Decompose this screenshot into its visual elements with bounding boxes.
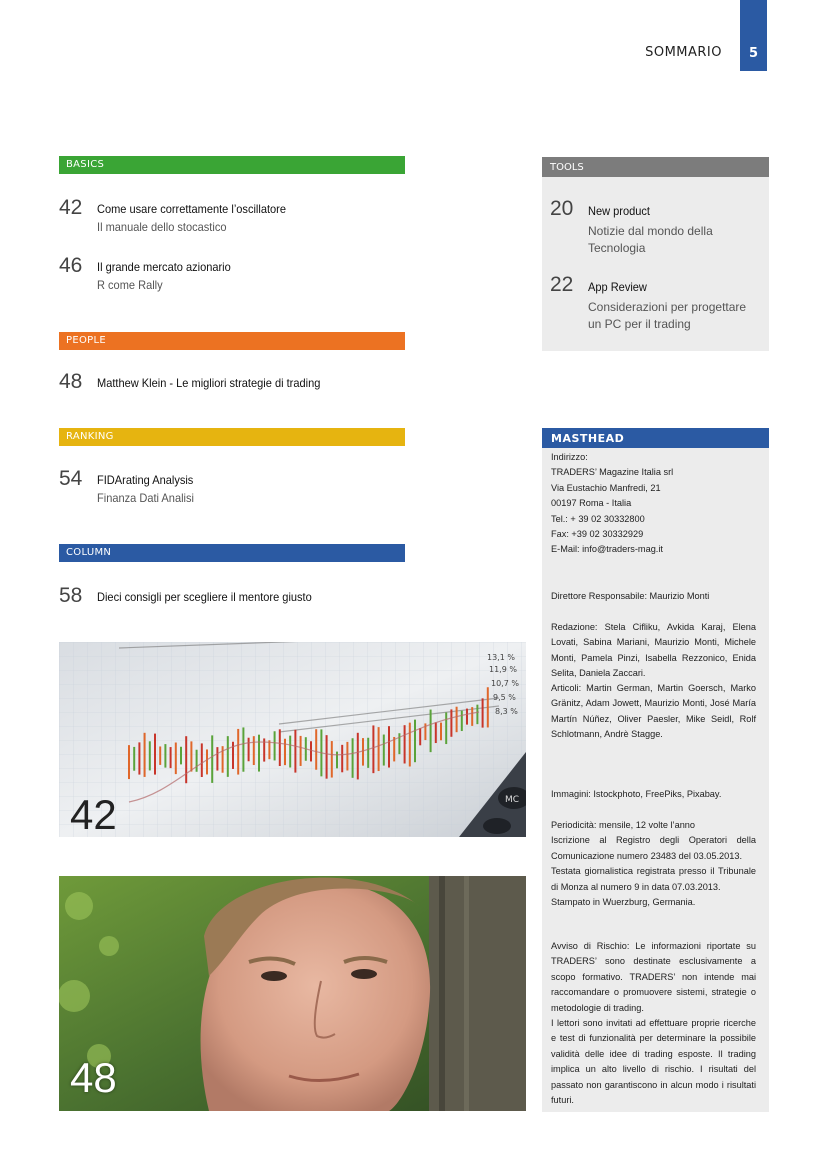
portrait-illustration bbox=[59, 876, 526, 1111]
toc-title: Matthew Klein - Le migliori strategie di trading bbox=[97, 376, 321, 390]
chart-tick-label: 9,5 % bbox=[493, 693, 516, 702]
toc-subtitle: Finanza Dati Analisi bbox=[97, 491, 194, 505]
masthead-risk-notice: Avviso di Rischio: Le informazioni riportate su TRADERS’ sono destinate esclusivamente a scopo formativo. TRADERS’ non intende mai raccomandare o promuovere sistemi, strategie o metodologie di trading. bbox=[551, 941, 756, 1013]
address-line: 00197 Roma - Italia bbox=[551, 498, 632, 509]
masthead-periodicity bbox=[551, 818, 756, 910]
address-line: Indirizzo: bbox=[551, 452, 588, 462]
masthead-readers-notice: I lettori sono invitati ad effettuare proprie ricerche e test di funzionalità per determinare la possibile validità delle idee di trading esposte. Il trading implica un alto livello di rischio. I risultati del passato non garantiscono in alcun modo i risultati futuri. bbox=[551, 1018, 756, 1106]
toc-title: Come usare correttamente l’oscillatore bbox=[97, 202, 286, 216]
toc-title: Dieci consigli per scegliere il mentore giusto bbox=[97, 590, 312, 604]
calculator-key-label: MC bbox=[505, 795, 520, 805]
toc-subtitle: R come Rally bbox=[97, 278, 163, 292]
address-line: Tel.: + 39 02 30332800 bbox=[551, 513, 645, 524]
masthead-editorial: Redazione: Stela Cifliku, Avkida Karaj, Elena Lovati, Sabina Mariani, Maurizio Monti, Michele Monti, Pamela Pinzi, Isabella Rezzonico, Enida Selita, Daniela Zaccari. bbox=[551, 622, 756, 679]
section-bar-tools: TOOLS bbox=[542, 157, 769, 177]
toc-page-number: 46 bbox=[59, 254, 83, 277]
chart-tick-label: 13,1 % bbox=[487, 653, 515, 662]
masthead-director: Direttore Responsabile: Maurizio Monti bbox=[551, 591, 710, 601]
portrait-photo bbox=[59, 876, 526, 1111]
chart-photo bbox=[59, 642, 526, 837]
toc-title: New product bbox=[588, 204, 650, 218]
periodicity-line: Stampato in Wuerzburg, Germania. bbox=[551, 897, 696, 908]
address-line: TRADERS’ Magazine Italia srl bbox=[551, 467, 674, 478]
address-line: Via Eustachio Manfredi, 21 bbox=[551, 482, 661, 493]
toc-page-number: 54 bbox=[59, 467, 83, 490]
toc-title: Il grande mercato azionario bbox=[97, 260, 231, 274]
masthead-articles: Articoli: Martin German, Martin Goersch, Marko Gränitz, Adam Jowett, Maurizio Monti, José María Martín Núñez, Oliver Paesler, Mike Seidl, Rolf Schlotmann, Andrè Stagge. bbox=[551, 683, 756, 740]
page-section-title: SOMMARIO bbox=[645, 45, 722, 60]
periodicity-line: Testata giornalistica registrata presso il Tribunale di Monza al numero 9 in data 07.03.2013. bbox=[551, 866, 756, 892]
toc-page-number: 20 bbox=[550, 197, 574, 220]
section-bar-column: COLUMN bbox=[59, 544, 405, 562]
address-line: Fax: +39 02 30332929 bbox=[551, 529, 644, 540]
periodicity-line: Periodicità: mensile, 12 volte l’anno bbox=[551, 820, 696, 830]
page-number: 5 bbox=[748, 46, 759, 61]
masthead-images: Immagini: Istockphoto, FreePiks, Pixabay. bbox=[551, 789, 722, 799]
chart-tick-label: 10,7 % bbox=[491, 679, 519, 688]
toc-page-number: 22 bbox=[550, 273, 574, 296]
toc-title: App Review bbox=[588, 280, 647, 294]
tools-box bbox=[542, 157, 769, 351]
photo-page-number: 48 bbox=[70, 1054, 117, 1101]
toc-page-number: 48 bbox=[59, 370, 83, 393]
toc-subtitle: Il manuale dello stocastico bbox=[97, 220, 227, 234]
photo-page-number: 42 bbox=[70, 791, 117, 837]
toc-subtitle: Considerazioni per progettare un PC per il trading bbox=[588, 300, 747, 331]
masthead-address bbox=[551, 450, 756, 558]
periodicity-line: Iscrizione al Registro degli Operatori della Comunicazione numero 23483 del 03.05.2013. bbox=[551, 835, 756, 861]
toc-title: FIDArating Analysis bbox=[97, 473, 194, 487]
section-bar-basics: BASICS bbox=[59, 156, 405, 174]
trading-chart-illustration bbox=[59, 642, 526, 837]
email-link[interactable]: E-Mail: info@traders-mag.it bbox=[551, 544, 663, 555]
toc-subtitle: Notizie dal mondo della Tecnologia bbox=[588, 224, 713, 255]
chart-tick-label: 8,3 % bbox=[495, 707, 518, 716]
toc-page-number: 42 bbox=[59, 196, 83, 219]
masthead-box bbox=[542, 428, 769, 1112]
toc-page-number: 58 bbox=[59, 584, 83, 607]
section-bar-ranking: RANKING bbox=[59, 428, 405, 446]
section-bar-masthead: MASTHEAD bbox=[542, 428, 769, 448]
chart-tick-label: 11,9 % bbox=[489, 665, 517, 674]
section-bar-people: PEOPLE bbox=[59, 332, 405, 350]
